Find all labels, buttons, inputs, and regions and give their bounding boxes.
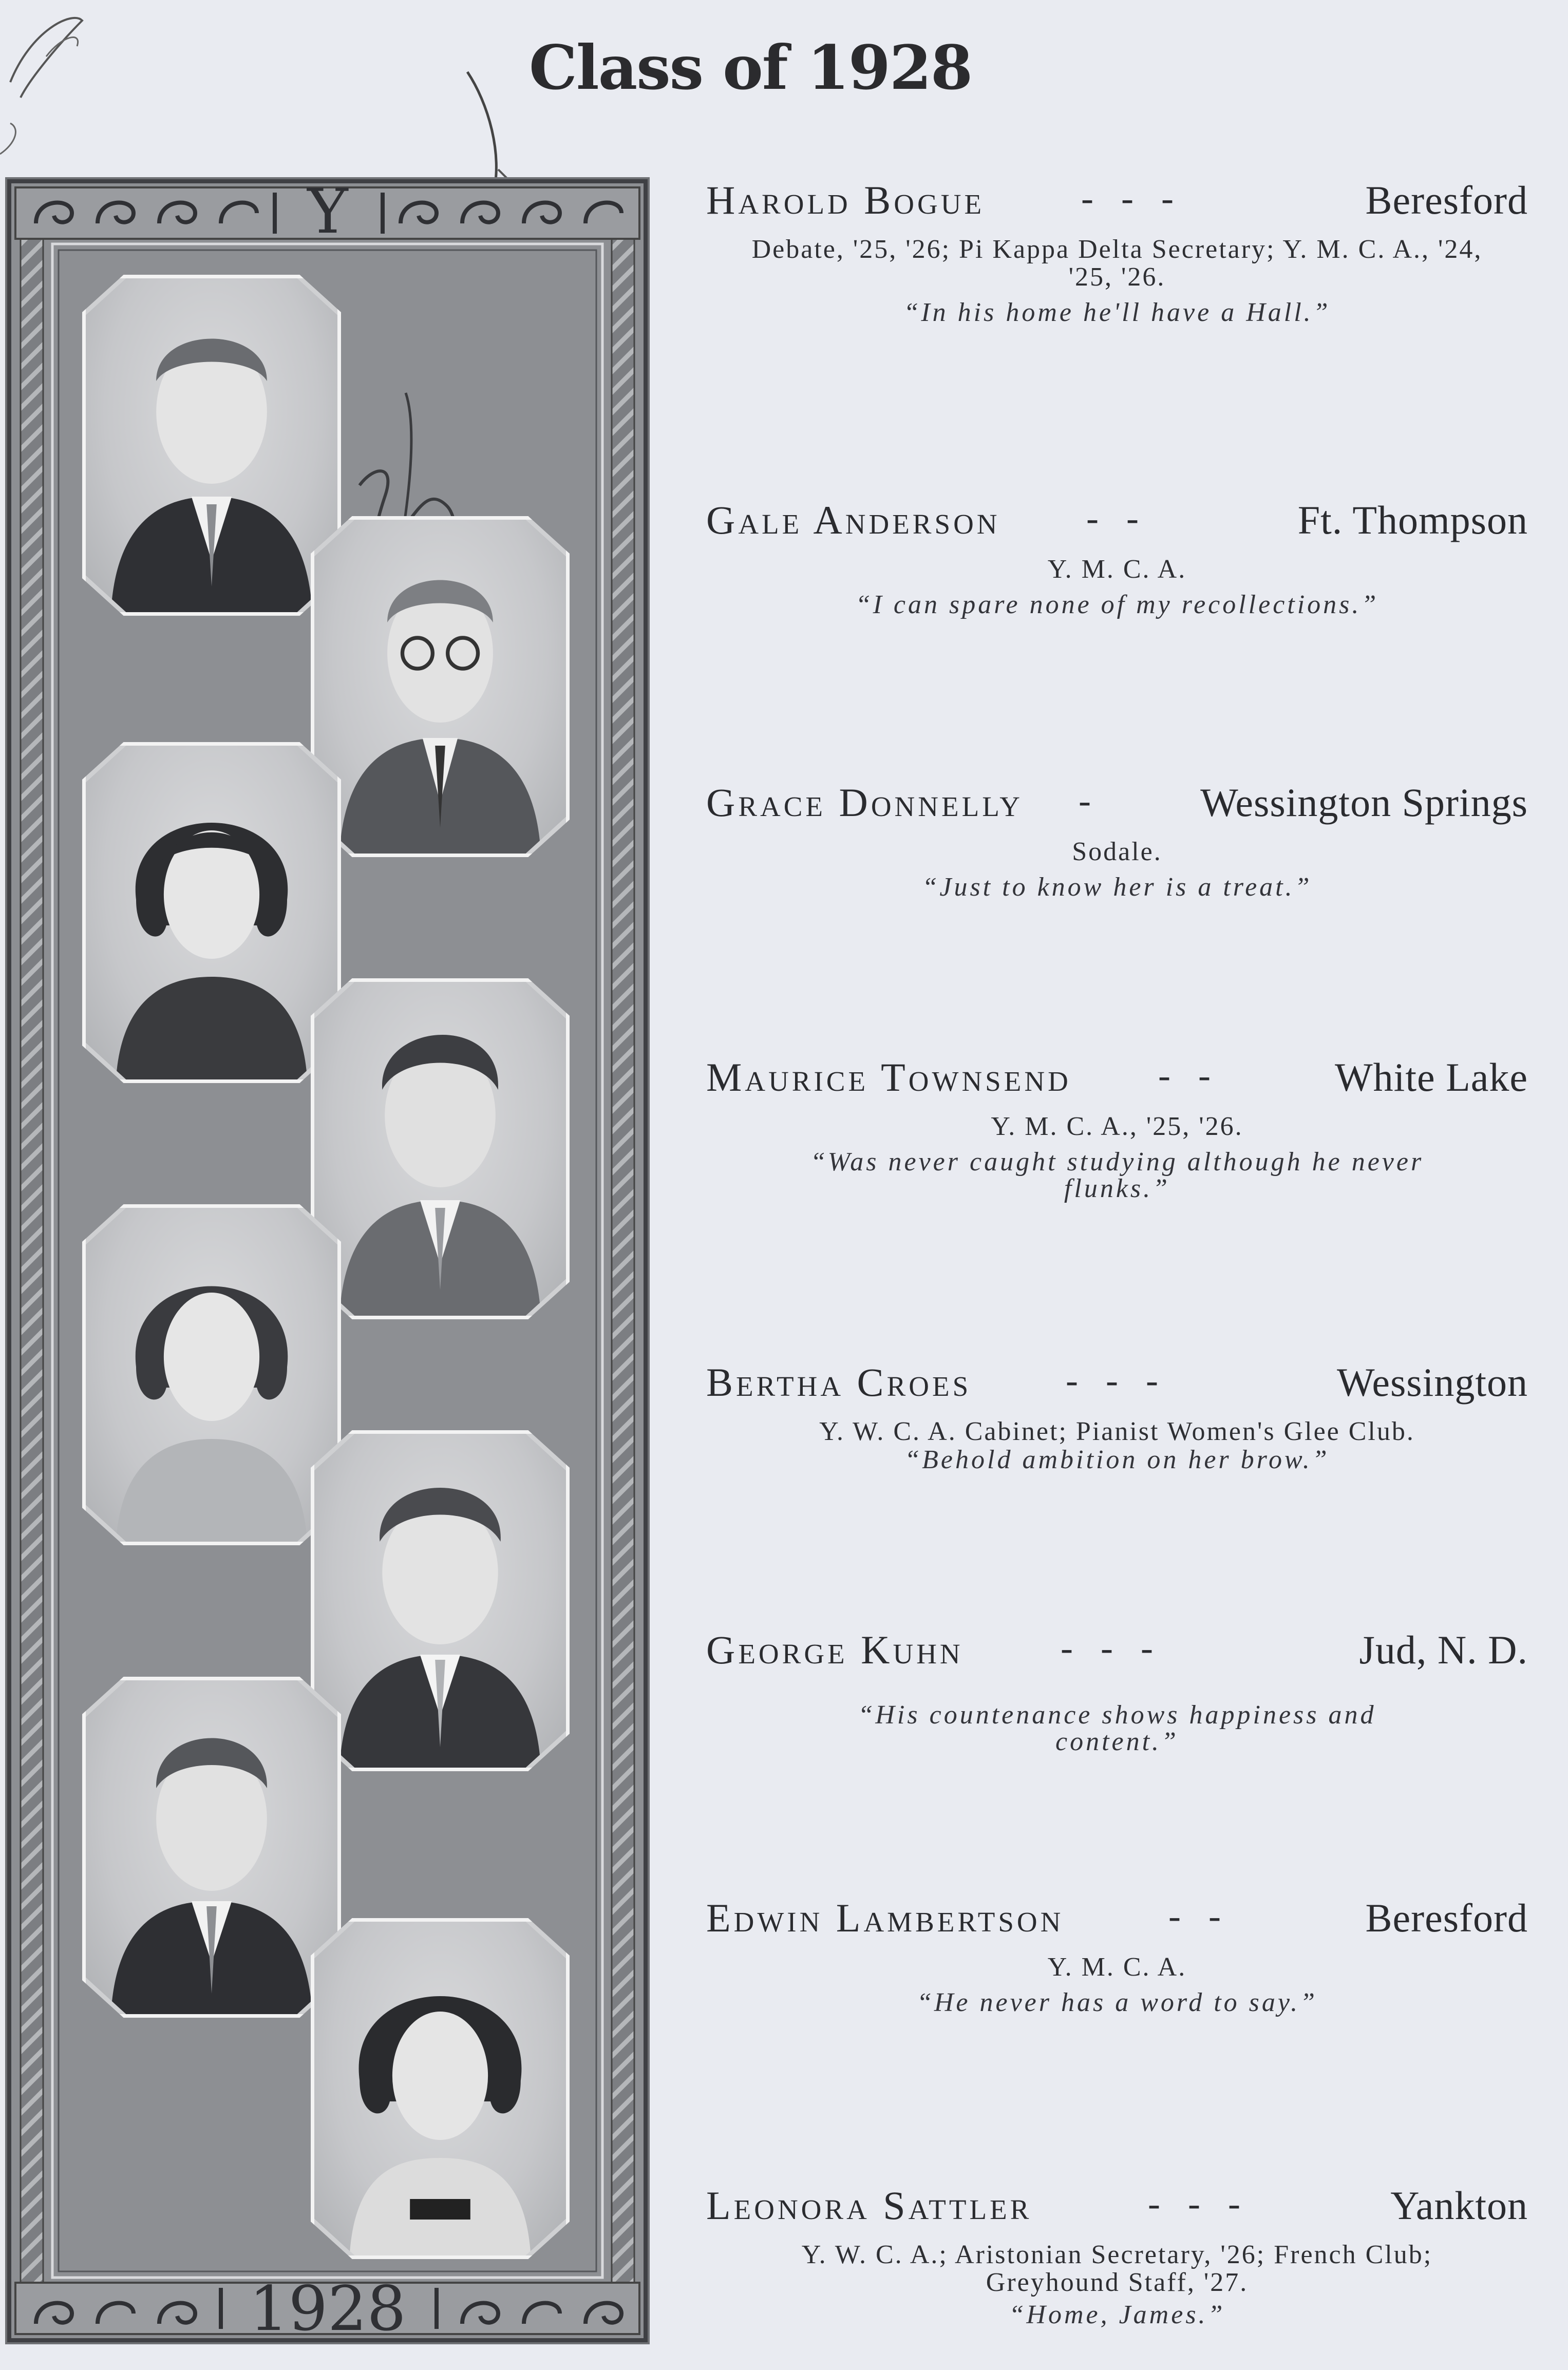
portrait-grace-donnelly xyxy=(82,742,341,1083)
portrait-edwin-lambertson xyxy=(82,1677,341,2018)
student-hometown: Jud, N. D. xyxy=(1359,1627,1528,1672)
student-hometown: Beresford xyxy=(1365,178,1528,222)
student-activities: Y. M. C. A. xyxy=(1047,1952,1187,1982)
student-name: Edwin Lambertson xyxy=(706,1895,1064,1940)
panel-year: 1928 xyxy=(249,2273,406,2344)
panel-letter: Y xyxy=(307,177,348,248)
student-quote: “His countenance shows happiness and content.” xyxy=(858,1700,1376,1756)
student-quote: “In his home he'll have a Hall.” xyxy=(903,298,1331,327)
page-title: Class of 1928 xyxy=(529,32,972,103)
dash-leader: - - - xyxy=(1081,178,1174,219)
portrait-panel xyxy=(5,177,650,2344)
dash-leader: - - - xyxy=(1061,1627,1153,1669)
student-entry xyxy=(706,1054,1528,1202)
student-name: Grace Donnelly xyxy=(706,780,1024,825)
student-activities: Sodale. xyxy=(1072,837,1162,866)
student-entry xyxy=(706,1895,1528,2016)
student-activities: Y. M. C. A. xyxy=(1047,555,1187,584)
student-hometown: Yankton xyxy=(1390,2183,1528,2228)
student-hometown: Ft. Thompson xyxy=(1297,498,1528,542)
student-name: Maurice Townsend xyxy=(706,1055,1071,1099)
student-hometown: Wessington xyxy=(1336,1360,1528,1405)
portrait-george-kuhn xyxy=(311,1430,570,1771)
student-hometown: White Lake xyxy=(1335,1055,1528,1099)
student-activities: Y. W. C. A. Cabinet; Pianist Women's Glee Club. xyxy=(819,1417,1415,1446)
female-portrait-icon xyxy=(314,1922,566,2255)
portrait-gale-anderson xyxy=(311,516,570,857)
student-activities: Debate, '25, '26; Pi Kappa Delta Secretary; Y. M. C. A., '24, '25, '26. xyxy=(751,235,1483,292)
dash-leader: - - - xyxy=(1066,1360,1158,1401)
student-entry xyxy=(706,1627,1528,1755)
student-quote: “Behold ambition on her brow.” xyxy=(904,1445,1330,1474)
portrait-harold-bogue xyxy=(82,275,341,616)
dash-leader: - - xyxy=(1158,1055,1211,1096)
student-name: Leonora Sattler xyxy=(706,2183,1032,2228)
dash-leader: - - xyxy=(1168,1895,1221,1937)
female-portrait-icon xyxy=(86,1208,337,1542)
student-quote: “He never has a word to say.” xyxy=(916,1988,1318,2017)
student-name: George Kuhn xyxy=(706,1627,964,1672)
student-entry xyxy=(706,780,1528,901)
portrait-leonora-sattler xyxy=(311,1918,570,2259)
male-portrait-icon xyxy=(314,1434,566,1768)
dash-leader: - - xyxy=(1086,498,1139,539)
male-portrait-icon xyxy=(86,1680,337,2014)
student-entry xyxy=(706,497,1528,618)
student-entry xyxy=(706,177,1528,326)
portrait-bertha-croes xyxy=(82,1204,341,1545)
student-name: Harold Bogue xyxy=(706,178,985,222)
student-hometown: Wessington Springs xyxy=(1200,780,1528,825)
male-portrait-icon xyxy=(86,278,337,612)
student-name: Bertha Croes xyxy=(706,1360,972,1405)
dash-leader: - - - xyxy=(1148,2183,1240,2224)
student-activities: Y. M. C. A., '25, '26. xyxy=(991,1112,1243,1141)
male-portrait-icon xyxy=(314,982,566,1316)
student-quote: “Was never caught studying although he never flunks.” xyxy=(810,1147,1424,1203)
student-quote: “Just to know her is a treat.” xyxy=(922,873,1312,902)
male-portrait-icon xyxy=(314,520,566,854)
student-entry xyxy=(706,2183,1528,2328)
student-hometown: Beresford xyxy=(1365,1895,1528,1940)
portrait-maurice-townsend xyxy=(311,978,570,1319)
student-entry xyxy=(706,1359,1528,1473)
student-quote: “Home, James.” xyxy=(1009,2300,1225,2329)
dash-leader: - xyxy=(1079,780,1091,821)
female-portrait-icon xyxy=(86,746,337,1079)
student-quote: “I can spare none of my recollections.” xyxy=(855,590,1379,619)
student-activities: Y. W. C. A.; Aristonian Secretary, '26; French Club; Greyhound Staff, '27. xyxy=(801,2240,1433,2297)
student-name: Gale Anderson xyxy=(706,498,1000,542)
